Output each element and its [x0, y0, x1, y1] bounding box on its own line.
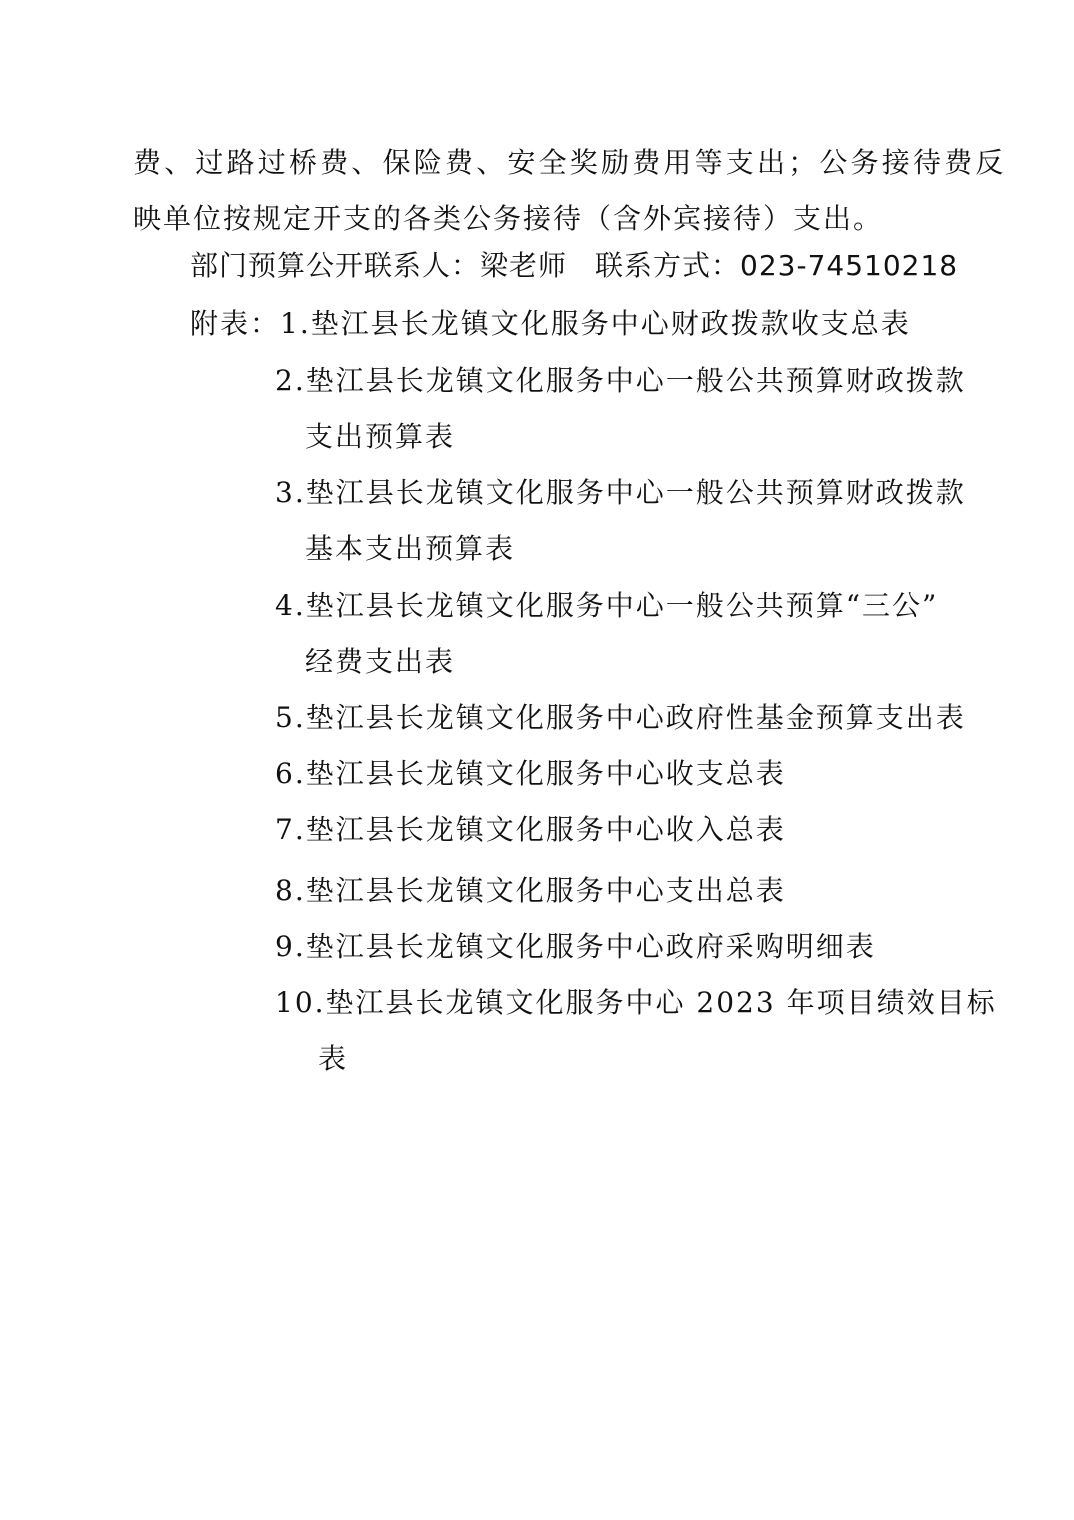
annex-item-10: 10.垫江县长龙镇文化服务中心 2023 年项目绩效目标	[275, 986, 997, 1019]
annex-label: 附表：	[190, 307, 281, 340]
annex-item-8: 8.垫江县长龙镇文化服务中心支出总表	[275, 874, 786, 907]
annex-item-7: 7.垫江县长龙镇文化服务中心收入总表	[275, 813, 786, 846]
paragraph-line-1: 费、过路过桥费、保险费、安全奖励费用等支出；公务接待费反	[133, 146, 1007, 179]
annex-item-4-cont: 经费支出表	[305, 645, 456, 678]
annex-item-2-cont: 支出预算表	[305, 420, 456, 453]
annex-item-9: 9.垫江县长龙镇文化服务中心政府采购明细表	[275, 930, 876, 963]
annex-item-1: 1.垫江县长龙镇文化服务中心财政拨款收支总表	[280, 307, 911, 340]
annex-item-6: 6.垫江县长龙镇文化服务中心收支总表	[275, 757, 786, 790]
annex-list	[190, 304, 911, 344]
annex-item-3-cont: 基本支出预算表	[305, 532, 516, 565]
annex-item-10-cont: 表	[318, 1042, 349, 1075]
annex-item-5: 5.垫江县长龙镇文化服务中心政府性基金预算支出表	[275, 701, 966, 734]
contact-person: 部门预算公开联系人：梁老师	[190, 249, 568, 282]
contact-info	[190, 246, 958, 286]
annex-item-2: 2.垫江县长龙镇文化服务中心一般公共预算财政拨款	[275, 364, 966, 397]
contact-method: 联系方式：023-74510218	[595, 249, 959, 282]
annex-item-3: 3.垫江县长龙镇文化服务中心一般公共预算财政拨款	[275, 476, 966, 509]
annex-item-4: 4.垫江县长龙镇文化服务中心一般公共预算“三公”	[275, 589, 939, 622]
paragraph-line-2: 映单位按规定开支的各类公务接待（含外宾接待）支出。	[133, 202, 884, 235]
